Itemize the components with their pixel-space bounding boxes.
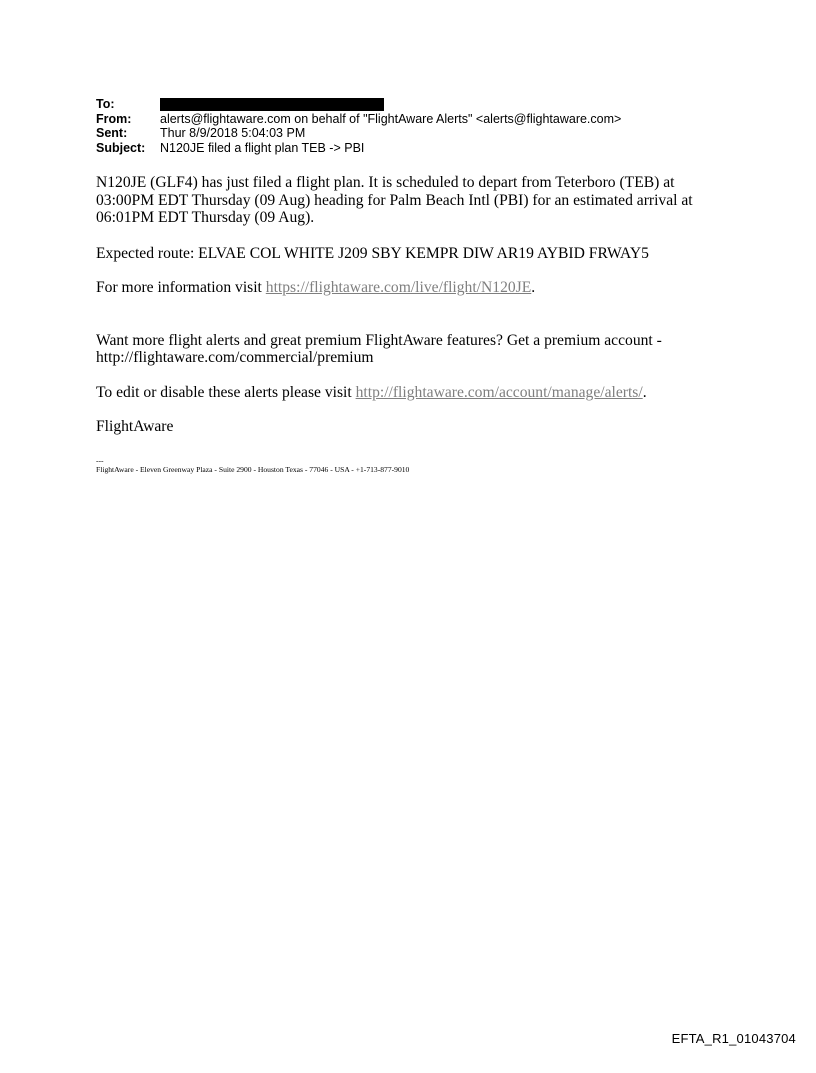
footer-address: FlightAware - Eleven Greenway Plaza - Suite 2900 - Houston Texas - 77046 - USA - +1-713-877-9010 (96, 465, 410, 474)
footer-separator: --- (96, 456, 104, 465)
premium-paragraph: Want more flight alerts and great premium FlightAware features? Get a premium account - http://flightaware.com/commercial/premium (96, 331, 662, 366)
subject-label: Subject: (96, 140, 146, 155)
info-suffix: . (531, 279, 536, 296)
subject-value: N120JE filed a flight plan TEB -> PBI (160, 140, 365, 155)
edit-paragraph (96, 384, 716, 402)
sent-value: Thur 8/9/2018 5:04:03 PM (160, 126, 306, 140)
email-header (96, 97, 621, 155)
document-stamp: EFTA_R1_01043704 (671, 1031, 796, 1046)
edit-suffix: . (642, 383, 647, 401)
to-row (96, 97, 621, 112)
from-row (96, 112, 621, 127)
intro-paragraph: N120JE (GLF4) has just filed a flight plan. It is scheduled to depart from Teterboro (TEB) at 03:00PM EDT Thursday (09 Aug) heading for Palm Beach Intl (PBI) for an estimated arrival at 06:01PM EDT Thursday (09 Aug). (96, 174, 693, 226)
manage-alerts-link[interactable]: http://flightaware.com/account/manage/alerts/ (355, 383, 643, 401)
flight-link[interactable]: https://flightaware.com/live/flight/N120JE (265, 279, 532, 296)
info-paragraph (96, 279, 716, 297)
info-prefix: For more information visit (96, 279, 266, 296)
email-footer (96, 456, 409, 474)
redaction-bar (160, 98, 384, 111)
sent-row (96, 126, 621, 141)
from-label: From: (96, 111, 132, 126)
route-paragraph: Expected route: ELVAE COL WHITE J209 SBY KEMPR DIW AR19 AYBID FRWAY5 (96, 244, 649, 262)
edit-prefix: To edit or disable these alerts please visit (96, 383, 356, 401)
email-body (96, 174, 716, 436)
signature: FlightAware (96, 418, 174, 435)
sent-label: Sent: (96, 126, 128, 140)
from-value: alerts@flightaware.com on behalf of "FlightAware Alerts" <alerts@flightaware.com> (160, 111, 622, 126)
to-label: To: (96, 97, 115, 111)
subject-row (96, 141, 621, 156)
